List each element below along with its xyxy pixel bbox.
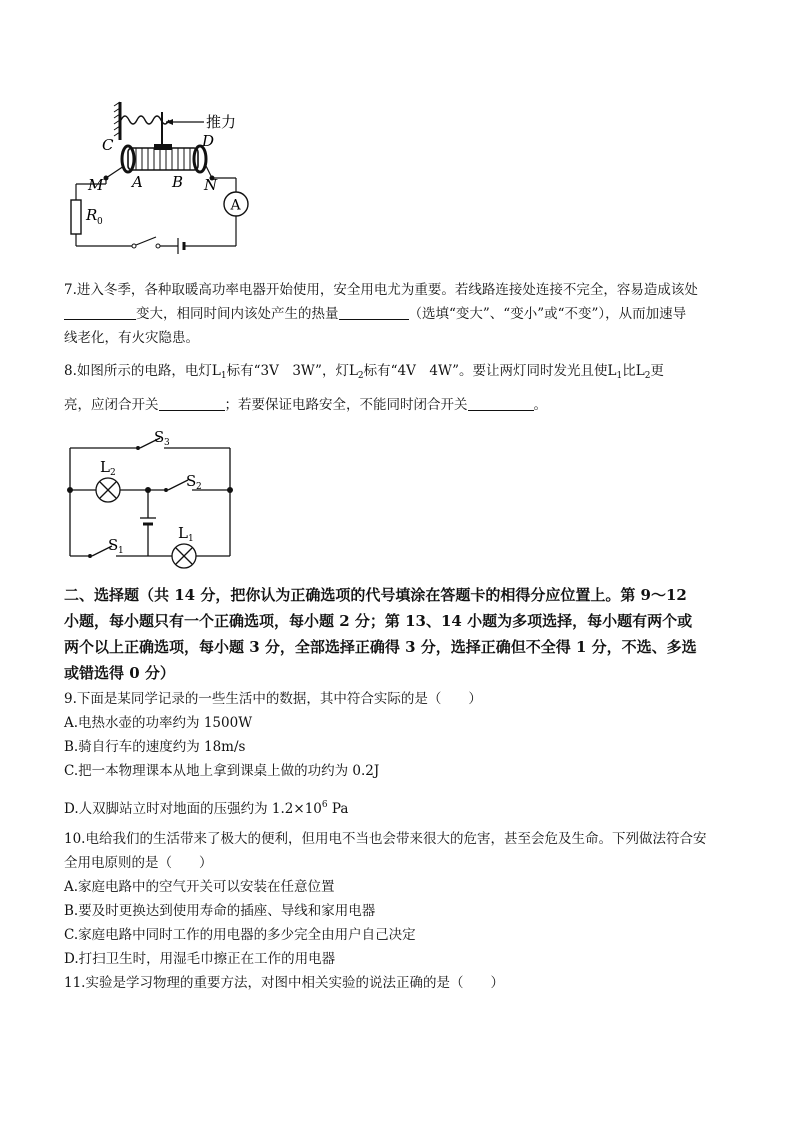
label-s2: S [186,472,197,490]
label-c: C [102,136,114,154]
q7-line2: 变大，相同时间内该处产生的热量 （选填“变大”、“变小”或“不变”），从而加速导 [64,305,686,323]
section2-line3: 两个以上正确选项，每小题 3 分，全部选择正确得 3 分，选择正确但不全得 1 分，不选、多选 [64,638,697,656]
svg-text:1: 1 [118,546,124,556]
q10-option-c[interactable]: C.家庭电路中同时工作的用电器的多少完全由用户自己决定 [64,927,416,943]
label-n: N [204,176,218,194]
section2-line1: 二、选择题（共 14 分，把你认为正确选项的代号填涂在答题卡的相得分应位置上。第 9～12 [64,586,687,604]
label-s1: S [108,536,119,554]
q9-option-a[interactable]: A.电热水壶的功率约为 1500W [64,715,253,731]
label-a: A [132,173,143,191]
svg-text:3: 3 [164,438,170,448]
q9-stem: 9.下面是某同学记录的一些生活中的数据，其中符合实际的是（ ） [64,691,482,707]
q10-option-a[interactable]: A.家庭电路中的空气开关可以安装在任意位置 [64,879,335,895]
label-r-sub: 0 [97,217,103,227]
q9-option-b[interactable]: B.骑自行车的速度约为 18m/s [64,739,246,755]
section2-line2: 小题，每小题只有一个正确选项，每小题 2 分；第 13、14 小题为多项选择，每小题有两个或 [64,612,693,630]
label-s3: S [154,428,165,446]
q11-stem: 11.实验是学习物理的重要方法，对图中相关实验的说法正确的是（ ） [64,975,504,991]
label-l1: L [178,524,188,542]
section2-line4: 或错选得 0 分） [64,664,175,682]
svg-text:2: 2 [196,482,202,492]
figure-pressure-circuit [66,100,256,260]
label-l2: L [100,458,110,476]
ammeter-icon: A [230,197,241,214]
q10-stem-line1: 10.电给我们的生活带来了极大的便利，但用电不当也会带来很大的危害，甚至会危及生命。下列做法符合安 [64,831,707,847]
q9-option-c[interactable]: C.把一本物理课本从地上拿到课桌上做的功约为 0.2J [64,763,380,779]
q10-option-b[interactable]: B.要及时更换达到使用寿命的插座、导线和家用电器 [64,903,376,919]
label-d: D [202,132,215,150]
q7-blank-2[interactable] [339,305,409,320]
q8-blank-1[interactable] [159,396,225,411]
q7-blank-1[interactable] [64,305,136,320]
svg-text:2: 2 [110,468,116,478]
label-r: R [86,206,98,224]
label-b: B [172,173,184,191]
q8-line2: 亮，应闭合开关 ；若要保证电路安全，不能同时闭合开关 。 [64,397,547,413]
q10-stem-line2: 全用电原则的是（ ） [64,855,213,871]
label-push: 推力 [206,113,237,131]
q8-blank-2[interactable] [468,396,534,411]
svg-text:1: 1 [188,534,194,544]
q8-line1: 8.如图所示的电路，电灯$L_1$标有“3V 3W”，灯$L_2$标有“4V 4W”。要让两灯同时发光且使$L_1$比$L_2$更 [64,363,664,381]
q9-option-d[interactable]: D.人双脚站立时对地面的压强约为 $1.2\times 10^6$ Pa [64,800,349,817]
figure-lamp-circuit [60,428,240,576]
q7-line3: 线老化，有火灾隐患。 [64,330,199,346]
q7-line1: 7.进入冬季，各种取暖高功率电器开始使用，安全用电尤为重要。若线路连接处连接不完全，容易造成该处 [64,282,698,298]
q10-option-d[interactable]: D.打扫卫生时，用湿毛巾擦正在工作的用电器 [64,951,336,967]
label-m: M [88,176,104,194]
